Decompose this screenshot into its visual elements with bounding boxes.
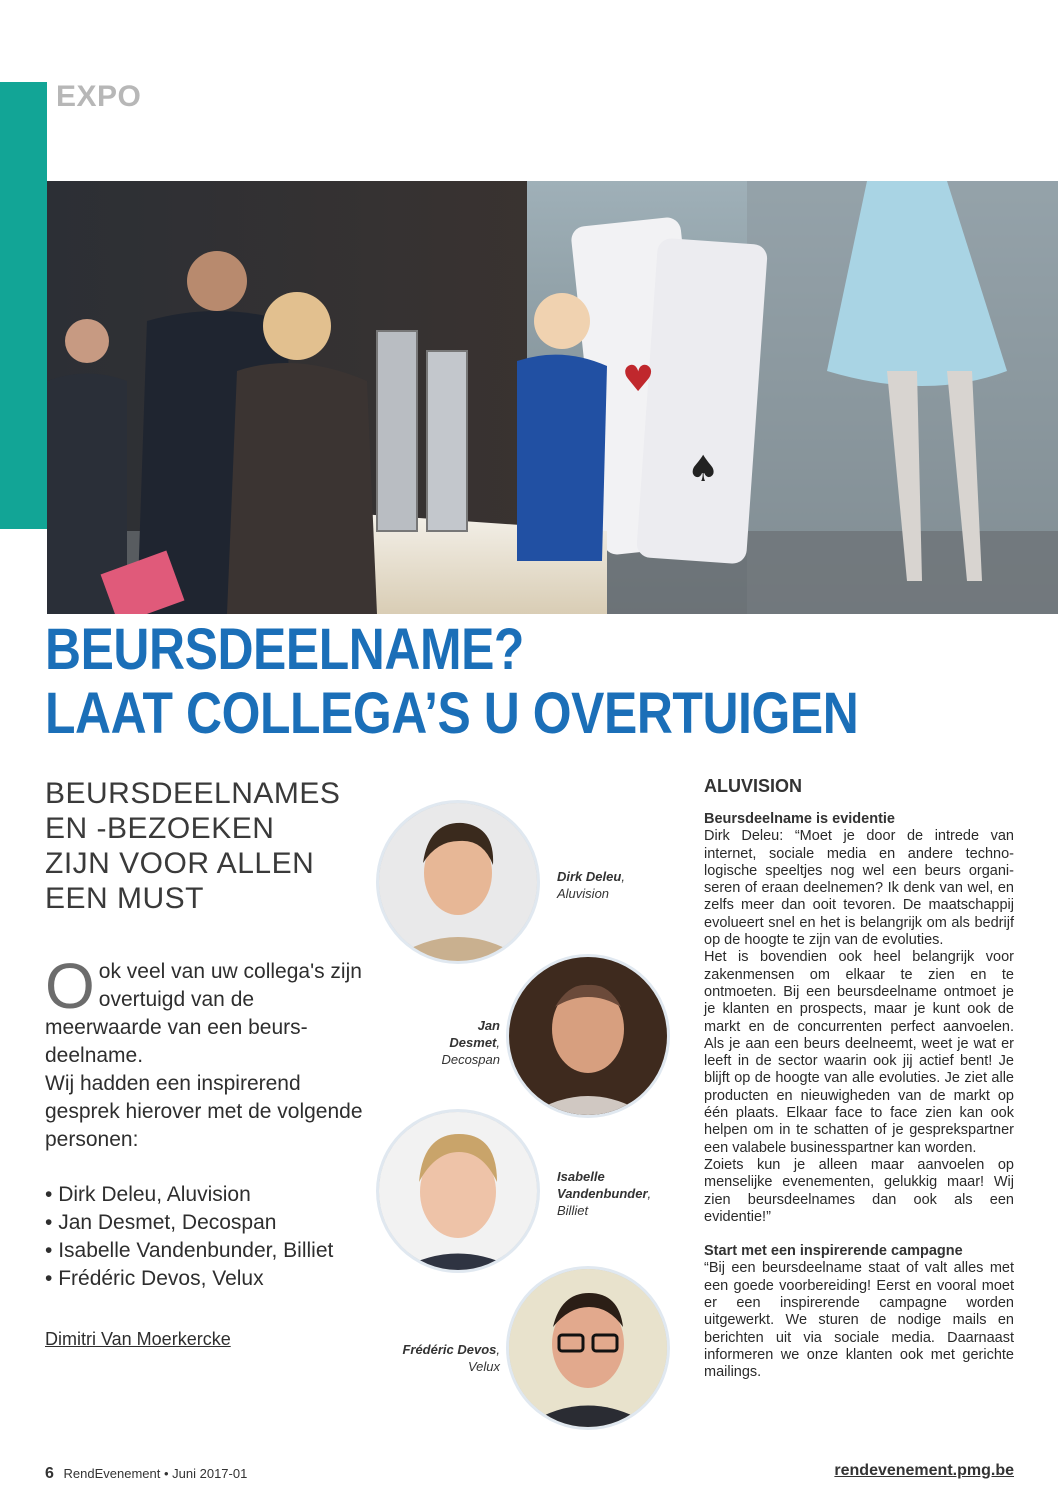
caption-name-first: Isabelle <box>557 1169 605 1184</box>
article-paragraph: Het is bovendien ook heel belangrijk voor zakenmensen om elkaar te zien en te ontmoeten. Bij een beursdeelname ontmoet je je klanten en prospects, maar je kunt ook de markt en de concurrenten perfect aanvoelen. Als je aan een beurs deelneemt, weet je wat er leeft in de sector waarin ook jij actief bent! Je blijft op de hoogte van alle evoluties. Je ziet alle producten en nieuwigheden van de markt op één plaats. Elkaar face to face zien kan ook helpen om in te schatten of je gesprekspartner een valabele businesspartner kan worden. <box>704 949 1014 1156</box>
caption-name-last: Vandenbunder <box>557 1186 648 1201</box>
portrait-frederic-devos <box>506 1266 670 1430</box>
portrait-isabelle-vandenbunder <box>376 1109 540 1273</box>
caption-dirk-deleu: Dirk Deleu, Aluvision <box>557 869 625 901</box>
page-number: 6 <box>45 1465 54 1482</box>
subtitle-line: BEURSDEELNAMES <box>45 777 341 810</box>
subtitle <box>45 776 375 916</box>
caption-company: Billiet <box>557 1203 589 1218</box>
portrait-dirk-deleu <box>376 800 540 964</box>
caption-company: Aluvision <box>557 886 610 901</box>
list-item: • Isabelle Vandenbunder, Billiet <box>45 1237 333 1265</box>
caption-frederic-devos: Frédéric Devos, Velux <box>402 1342 500 1374</box>
footer-left <box>45 1465 247 1483</box>
svg-text:♥: ♥ <box>622 359 655 400</box>
caption-company: Velux <box>467 1359 500 1374</box>
hero-photo <box>47 181 1058 614</box>
magazine-issue: RendEvenement • Juni 2017-01 <box>63 1466 248 1481</box>
website-link[interactable]: rendevenement.pmg.be <box>834 1462 1014 1479</box>
list-item: • Frédéric Devos, Velux <box>45 1265 333 1293</box>
svg-text:♠: ♠ <box>687 449 720 490</box>
section-color-bar <box>0 82 47 529</box>
caption-name: Dirk Deleu <box>557 869 622 884</box>
list-item: • Dirk Deleu, Aluvision <box>45 1181 333 1209</box>
article-paragraph: Zoiets kun je alleen maar aanvoelen op menselijke evenementen, gelukkig maar! Wij zien beursdeelnames dan ook als een evidentie!” <box>704 1156 1014 1225</box>
headline-line-2: LAAT COLLEGA’S U OVERTUIGEN <box>45 681 859 746</box>
section-label: EXPO <box>56 80 142 113</box>
headline <box>45 618 1045 746</box>
caption-isabelle-vandenbunder: Isabelle Vandenbunder, Billiet <box>557 1169 652 1218</box>
drop-cap: O <box>45 950 95 1022</box>
subtitle-line: ZIJN VOOR ALLEN <box>45 847 315 880</box>
caption-company: Decospan <box>441 1052 500 1067</box>
article-paragraph: “Bij een beursdeelname staat of valt alles met een goede voorbereiding! Eerst en vooral moet er een inspirerende campagne worden uitgewerkt. We sturen de nodige mails en berichten uit via sociale media. Daarnaast informeren we onze klanten ook met gerichte mailings. <box>704 1260 1014 1381</box>
intro-paragraph-2: Wij hadden een inspirerend gesprek hierover met de volgende personen: <box>45 1072 363 1151</box>
subtitle-line: EEN MUST <box>45 882 205 915</box>
caption-name: Jan Desmet <box>449 1018 500 1050</box>
portrait-jan-desmet <box>506 954 670 1118</box>
intro-paragraph-1: ok veel van uw collega's zijn overtuigd van de meerwaarde van een beursdeelname. <box>45 960 362 1067</box>
company-heading: ALUVISION <box>704 776 803 796</box>
caption-jan-desmet: Jan Desmet, Decospan <box>441 1018 500 1067</box>
subheading: Beursdeelname is evidentie <box>704 811 895 827</box>
caption-name: Frédéric Devos <box>402 1342 497 1357</box>
subheading: Start met een inspirerende campagne <box>704 1243 963 1260</box>
article-paragraph: Dirk Deleu: “Moet je door de intrede van internet, sociale media en andere technologische speeltjes nog wel een beurs organiseren of eraan deelnemen? Ik denk van wel, en zelfs meer dan ooit tevoren. De maatschappij evolueert snel en het is belangrijk om als bedrijf op de hoogte te zijn van de evoluties. <box>704 828 1014 949</box>
subtitle-line: EN -BEZOEKEN <box>45 812 275 845</box>
author-byline[interactable]: Dimitri Van Moerkercke <box>45 1329 231 1349</box>
intro-text <box>45 950 375 1154</box>
list-item: • Jan Desmet, Decospan <box>45 1209 333 1237</box>
participants-list <box>45 1181 333 1293</box>
headline-line-1: BEURSDEELNAME? <box>45 617 524 682</box>
article-column <box>704 776 1014 1382</box>
